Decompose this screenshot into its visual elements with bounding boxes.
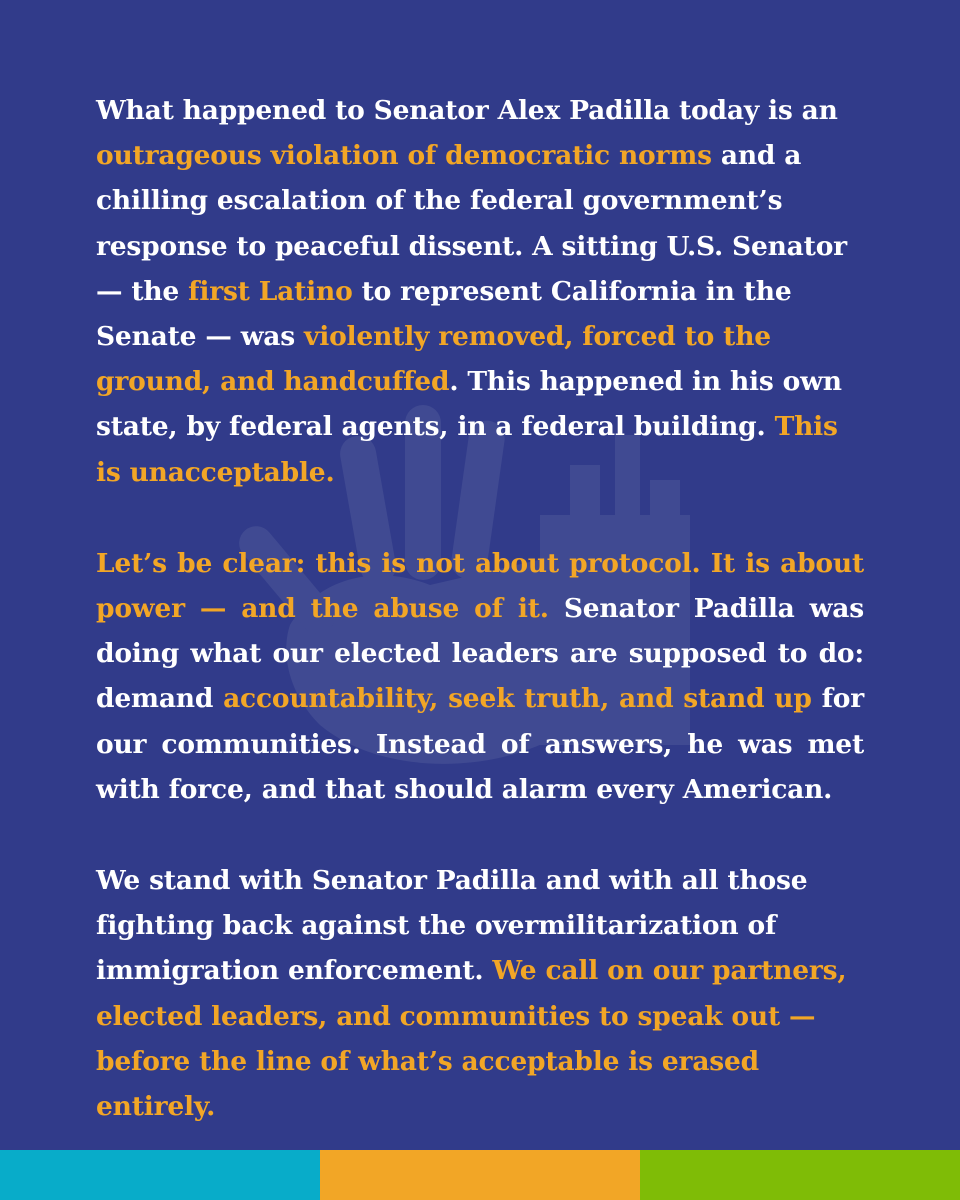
text-run: Senator Padilla was doing what our elected leaders are supposed to do: demand [96,593,864,715]
text-run: . This happened in his own state, by federal agents, in a federal building. [96,366,842,443]
color-stripe-bar [0,1150,960,1200]
text-run: and a chilling escalation of the federal government’s response to peaceful dissent. A sitting U.S. Senator — the [96,140,847,307]
text-run: for our communities. Instead of answers, he was met with force, and that should alarm every American. [96,683,865,805]
stripe-cyan [0,1150,320,1200]
highlighted-text-run: outrageous violation of democratic norms [96,140,712,172]
highlighted-text-run: Let’s be clear: this is not about protocol. It is about power — and the abuse of it. [96,547,864,625]
text-run: What happened to Senator Alex Padilla today is an [96,95,838,126]
text-run: to represent California in the Senate — was [96,275,792,353]
highlighted-text-run: violently removed, forced to the ground, and handcuffed [96,321,771,398]
stripe-green [640,1150,960,1200]
paragraph-1 [96,88,864,495]
highlighted-text-run: This is unacceptable. [96,411,838,488]
highlighted-text-run: accountability, seek truth, and stand up [223,683,812,715]
stripe-orange [320,1150,640,1200]
paragraph-3 [96,858,864,1129]
paragraph-2 [96,541,864,812]
statement-text [96,88,864,1175]
highlighted-text-run: We call on our partners, elected leaders, and communities to speak out — before the line of what’s acceptable is erased entirely. [96,955,847,1123]
highlighted-text-run: first Latino [188,275,353,307]
text-run: We stand with Senator Padilla and with all those fighting back against the overmilitarization of immigration enforcement. [96,865,808,987]
